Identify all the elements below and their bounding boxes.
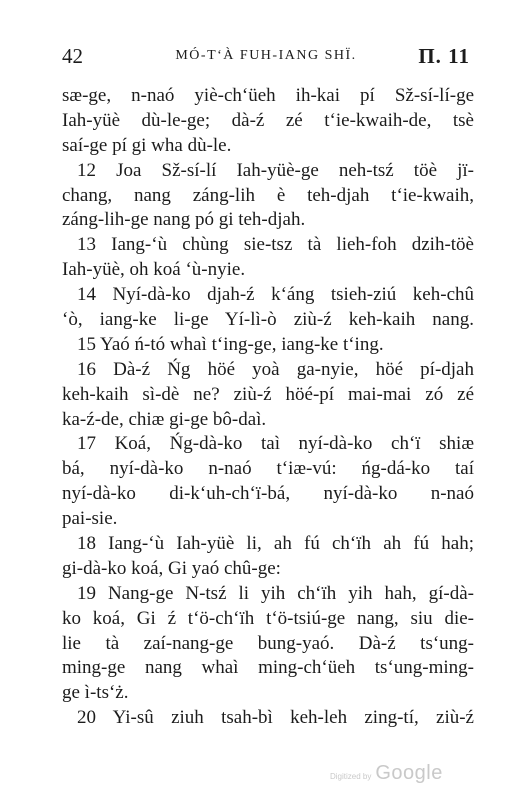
text-line: sæ-ge, n-naó yiè-ch‘üeh ih-kai pí Sž-sí-lí-ge: [62, 85, 474, 106]
verse-start-line: 13 Iang-‘ù chùng sie-tsz tà lieh-foh dzih-töè: [77, 234, 474, 256]
text-body: [62, 84, 474, 731]
verse-start-line: 14 Nyí-dà-ko djah-ź k‘áng tsieh-ziú keh-chû: [77, 284, 474, 306]
text-line: ‘ò, iang-ke li-ge Yí-lì-ò ziù-ź keh-kaih nang.: [62, 309, 474, 331]
text-line: pai-sie.: [62, 508, 118, 530]
digitized-watermark: [330, 762, 443, 785]
text-line: Iah-yüè, oh koá ‘ù-nyie.: [62, 259, 246, 281]
verse-start-line: 12 Joa Sž-sí-lí Iah-yüè-ge neh-tsź töè jï-: [77, 159, 474, 181]
text-line: nyí-dà-ko di-k‘uh-ch‘ï-bá, nyí-dà-ko n-naó: [62, 483, 474, 505]
text-line: Iah-yüè dù-le-ge; dà-ź zé t‘ie-kwaih-de, tsè: [62, 109, 474, 131]
verse-start-line: 17 Koá, Ńg-dà-ko taì nyí-dà-ko ch‘ï shiæ: [77, 433, 474, 455]
text-line: ge ì-ts‘ż.: [62, 682, 129, 704]
text-line: saí-ge pí gi wha dù-le.: [62, 134, 232, 156]
text-line: chang, nang záng-lih è teh-djah t‘ie-kwaih,: [62, 184, 474, 206]
text-line: lie tà zaí-nang-ge bung-yaó. Dà-ź ts‘ung-: [62, 632, 474, 654]
text-line: ming-ge nang whaì ming-ch‘üeh ts‘ung-ming-: [62, 657, 474, 679]
page-header: [62, 44, 470, 74]
text-line: bá, nyí-dà-ko n-naó t‘iæ-vú: ńg-dá-ko taí: [62, 458, 474, 480]
text-line: keh-kaih sì-dè ne? ziù-ź höé-pí mai-mai zó zé: [62, 383, 474, 405]
text-line: záng-lih-ge nang pó gi teh-djah.: [62, 209, 306, 231]
verse-start-line: 20 Yi-sû ziuh tsah-bì keh-leh zing-tí, ziù-ź: [77, 707, 474, 729]
verse-start-line: 15 Yaó ń-tó whaì t‘ing-ge, iang-ke t‘ing.: [77, 333, 384, 355]
text-line: ka-ź-de, chiæ gi-ge bô-daì.: [62, 408, 267, 430]
digitized-label: Digitized by: [330, 772, 372, 781]
text-line: ko koá, Gi ź t‘ö-ch‘ïh t‘ö-tsiú-ge nang, siu die-: [62, 607, 474, 629]
chapter-reference: Π. 11: [418, 44, 470, 68]
text-line: gi-dà-ko koá, Gi yaó chû-ge:: [62, 557, 281, 579]
google-logo: Google: [375, 762, 443, 784]
verse-start-line: 16 Dà-ź Ńg höé yoà ga-nyie, höé pí-djah: [77, 358, 474, 380]
page-number: 42: [62, 44, 83, 68]
verse-start-line: 19 Nang-ge N-tsź li yih ch‘ïh yih hah, gí-dà-: [77, 582, 474, 604]
verse-start-line: 18 Iang-‘ù Iah-yüè li, ah fú ch‘ïh ah fú hah;: [77, 533, 474, 555]
running-title: MÓ-T‘À FUH-IANG SHÏ.: [175, 48, 357, 63]
